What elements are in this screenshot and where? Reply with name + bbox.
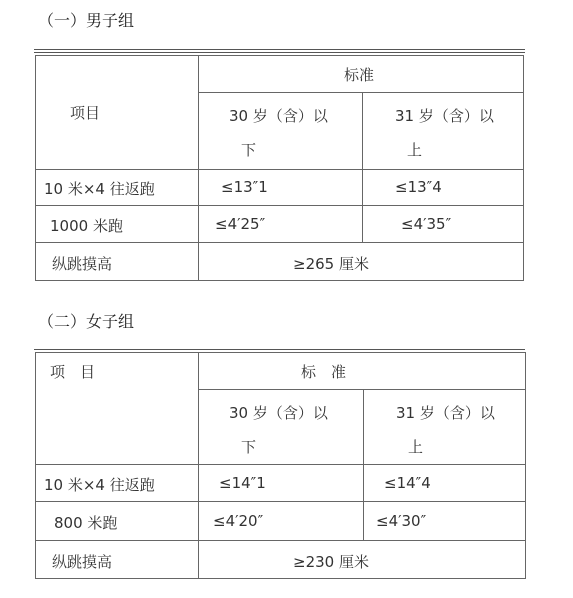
men-age-under-line2: 下 (241, 141, 257, 159)
men-row2-under-cell (198, 205, 363, 243)
men-top-rule (34, 49, 525, 50)
women-header-standard-cell (198, 352, 526, 390)
women-row1-under-cell (198, 464, 364, 502)
men-header-item: 项目 (70, 104, 101, 122)
men-row2-over: ≤4′35″ (401, 215, 452, 233)
men-row2-under: ≤4′25″ (215, 215, 266, 233)
women-age-under-line2: 下 (241, 438, 257, 456)
women-header-standard: 标 准 (301, 363, 347, 381)
men-top-rule-2 (34, 52, 525, 53)
men-header-standard-cell (198, 55, 524, 93)
men-age-over-line2: 上 (407, 141, 423, 159)
women-top-rule (34, 349, 525, 350)
women-age-over-cell (363, 389, 526, 465)
men-header-item-cell (35, 55, 199, 170)
men-age-over-line1: 31 岁（含）以 (395, 107, 494, 125)
women-age-under-cell (198, 389, 364, 465)
men-row1-under: ≤13″1 (221, 178, 268, 196)
women-row1-item-cell (35, 464, 199, 502)
men-header-standard: 标准 (344, 66, 375, 84)
women-row1-over-cell (363, 464, 526, 502)
women-row2-over-cell (363, 501, 526, 541)
men-row3-item: 纵跳摸高 (52, 255, 113, 273)
women-row1-under: ≤14″1 (219, 474, 266, 492)
men-age-under-line1: 30 岁（含）以 (229, 107, 328, 125)
women-row3-item: 纵跳摸高 (52, 553, 113, 571)
men-row2-item-cell (35, 205, 199, 243)
women-row3-combined: ≥230 厘米 (293, 553, 369, 571)
women-row2-over: ≤4′30″ (376, 512, 427, 530)
men-row3-item-cell (35, 242, 199, 281)
men-row1-under-cell (198, 169, 363, 206)
women-row2-under: ≤4′20″ (213, 512, 264, 530)
men-row3-combined-cell (198, 242, 524, 281)
men-row2-item: 1000 米跑 (50, 217, 123, 235)
men-age-under-cell (198, 92, 363, 170)
women-row2-under-cell (198, 501, 364, 541)
men-row1-item: 10 米×4 往返跑 (44, 180, 155, 198)
women-header-item-cell (35, 352, 199, 465)
women-row1-over: ≤14″4 (384, 474, 431, 492)
women-row1-item: 10 米×4 往返跑 (44, 476, 155, 494)
men-row2-over-cell (362, 205, 524, 243)
women-age-over-line1: 31 岁（含）以 (396, 404, 495, 422)
women-row3-combined-cell (198, 540, 526, 579)
men-age-over-cell (362, 92, 524, 170)
women-row2-item-cell (35, 501, 199, 541)
women-header-item: 项 目 (50, 363, 96, 381)
men-row3-combined: ≥265 厘米 (293, 255, 369, 273)
women-age-under-line1: 30 岁（含）以 (229, 404, 328, 422)
men-heading: （一）男子组 (38, 11, 135, 30)
men-row1-item-cell (35, 169, 199, 206)
women-age-over-line2: 上 (408, 438, 424, 456)
women-row2-item: 800 米跑 (54, 514, 118, 532)
women-heading: （二）女子组 (38, 312, 135, 331)
men-row1-over: ≤13″4 (395, 178, 442, 196)
men-row1-over-cell (362, 169, 524, 206)
women-row3-item-cell (35, 540, 199, 579)
